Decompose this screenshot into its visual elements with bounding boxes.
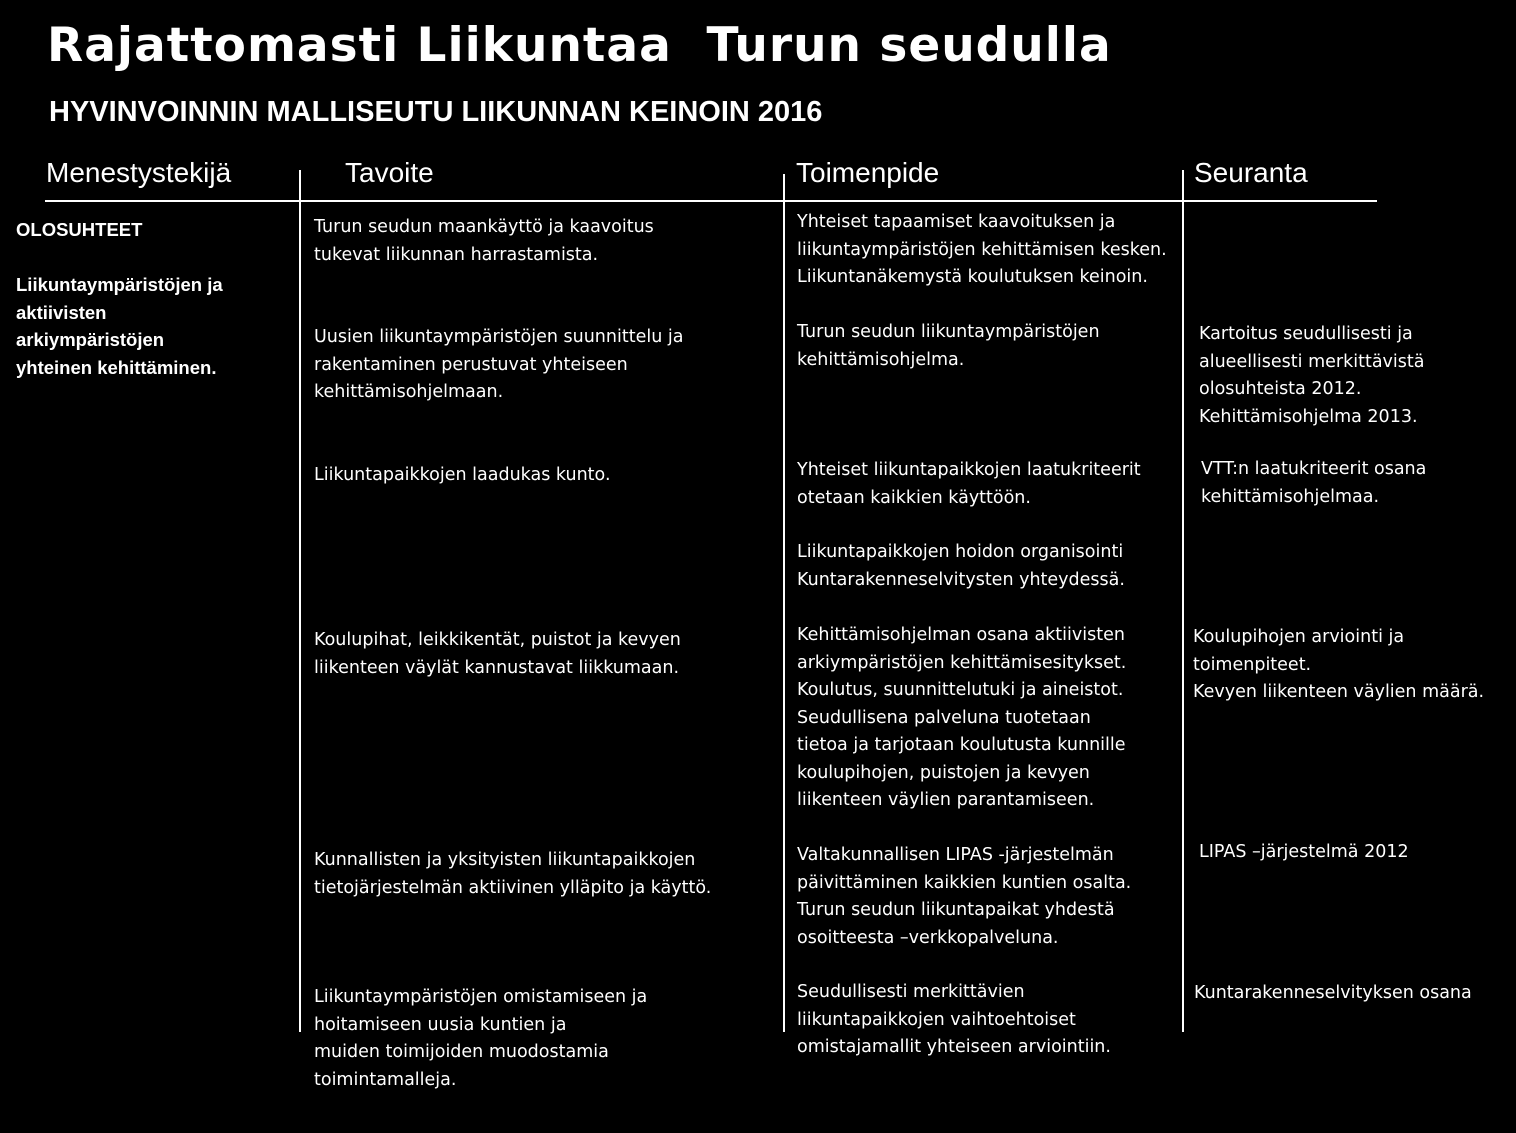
column-header-toimenpide: Toimenpide xyxy=(796,157,940,188)
toimenpide-item: Turun seudun liikuntaympäristöjen kehittämisohjelma. xyxy=(797,322,1100,370)
page-title: Rajattomasti Liikuntaa Turun seudulla xyxy=(47,18,1112,73)
seuranta-item: Kuntarakenneselvityksen osana xyxy=(1194,983,1472,1003)
column-header-tavoite: Tavoite xyxy=(345,157,434,188)
tavoite-item: Koulupihat, leikkikentät, puistot ja kevyen liikenteen väylät kannustavat liikkumaan. xyxy=(314,630,681,678)
column-divider-2 xyxy=(783,174,785,1032)
toimenpide-item: Yhteiset tapaamiset kaavoituksen ja liikuntaympäristöjen kehittämisen kesken. Liikuntanäkemystä koulutuksen keinoin. xyxy=(797,212,1167,287)
toimenpide-item: Seudullisesti merkittävien liikuntapaikkojen vaihtoehtoiset omistajamallit yhteiseen arviointiin. xyxy=(797,982,1111,1057)
toimenpide-item: Kehittämisohjelman osana aktiivisten arkiympäristöjen kehittämisesitykset. Koulutus, suunnittelutuki ja aineistot. Seudullisena palveluna tuotetaan tietoa ja tarjotaan koulutusta kunnille koulupihojen, puistojen ja kevyen liikenteen väylien parantamiseen. xyxy=(797,625,1127,810)
column-divider-1 xyxy=(299,170,301,1032)
column-header-seuranta: Seuranta xyxy=(1194,157,1308,188)
toimenpide-item: Liikuntapaikkojen hoidon organisointi Kuntarakenneselvitysten yhteydessä. xyxy=(797,542,1125,590)
menestystekija-heading: OLOSUHTEET xyxy=(16,219,143,240)
seuranta-item: VTT:n laatukriteerit osana kehittämisohjelmaa. xyxy=(1201,459,1427,507)
menestystekija-text: Liikuntaympäristöjen ja aktiivisten arkiympäristöjen yhteinen kehittäminen. xyxy=(16,274,223,378)
toimenpide-item: Valtakunnallisen LIPAS -järjestelmän päivittäminen kaikkien kuntien osalta. Turun seudun liikuntapaikat yhdestä osoitteesta –verkkopalveluna. xyxy=(797,845,1132,948)
tavoite-item: Turun seudun maankäyttö ja kaavoitus tukevat liikunnan harrastamista. xyxy=(314,217,654,265)
tavoite-item: Liikuntapaikkojen laadukas kunto. xyxy=(314,465,611,485)
tavoite-item: Kunnallisten ja yksityisten liikuntapaikkojen tietojärjestelmän aktiivinen ylläpito ja käyttö. xyxy=(314,850,712,898)
seuranta-item: Koulupihojen arviointi ja toimenpiteet. Kevyen liikenteen väylien määrä. xyxy=(1193,627,1485,702)
header-divider xyxy=(45,200,1377,202)
page-subtitle: HYVINVOINNIN MALLISEUTU LIIKUNNAN KEINOIN 2016 xyxy=(49,96,823,128)
tavoite-item: Uusien liikuntaympäristöjen suunnittelu ja rakentaminen perustuvat yhteiseen kehittämisohjelmaan. xyxy=(314,327,684,402)
column-header-menestystekija: Menestystekijä xyxy=(46,157,232,188)
column-divider-3 xyxy=(1182,170,1184,1032)
seuranta-item: LIPAS –järjestelmä 2012 xyxy=(1199,842,1409,862)
toimenpide-item: Yhteiset liikuntapaikkojen laatukriteerit otetaan kaikkien käyttöön. xyxy=(797,460,1141,508)
seuranta-item: Kartoitus seudullisesti ja alueellisesti merkittävistä olosuhteista 2012. Kehittämisohjelma 2013. xyxy=(1199,324,1425,427)
tavoite-item: Liikuntaympäristöjen omistamiseen ja hoitamiseen uusia kuntien ja muiden toimijoiden muodostamia toimintamalleja. xyxy=(314,987,648,1090)
